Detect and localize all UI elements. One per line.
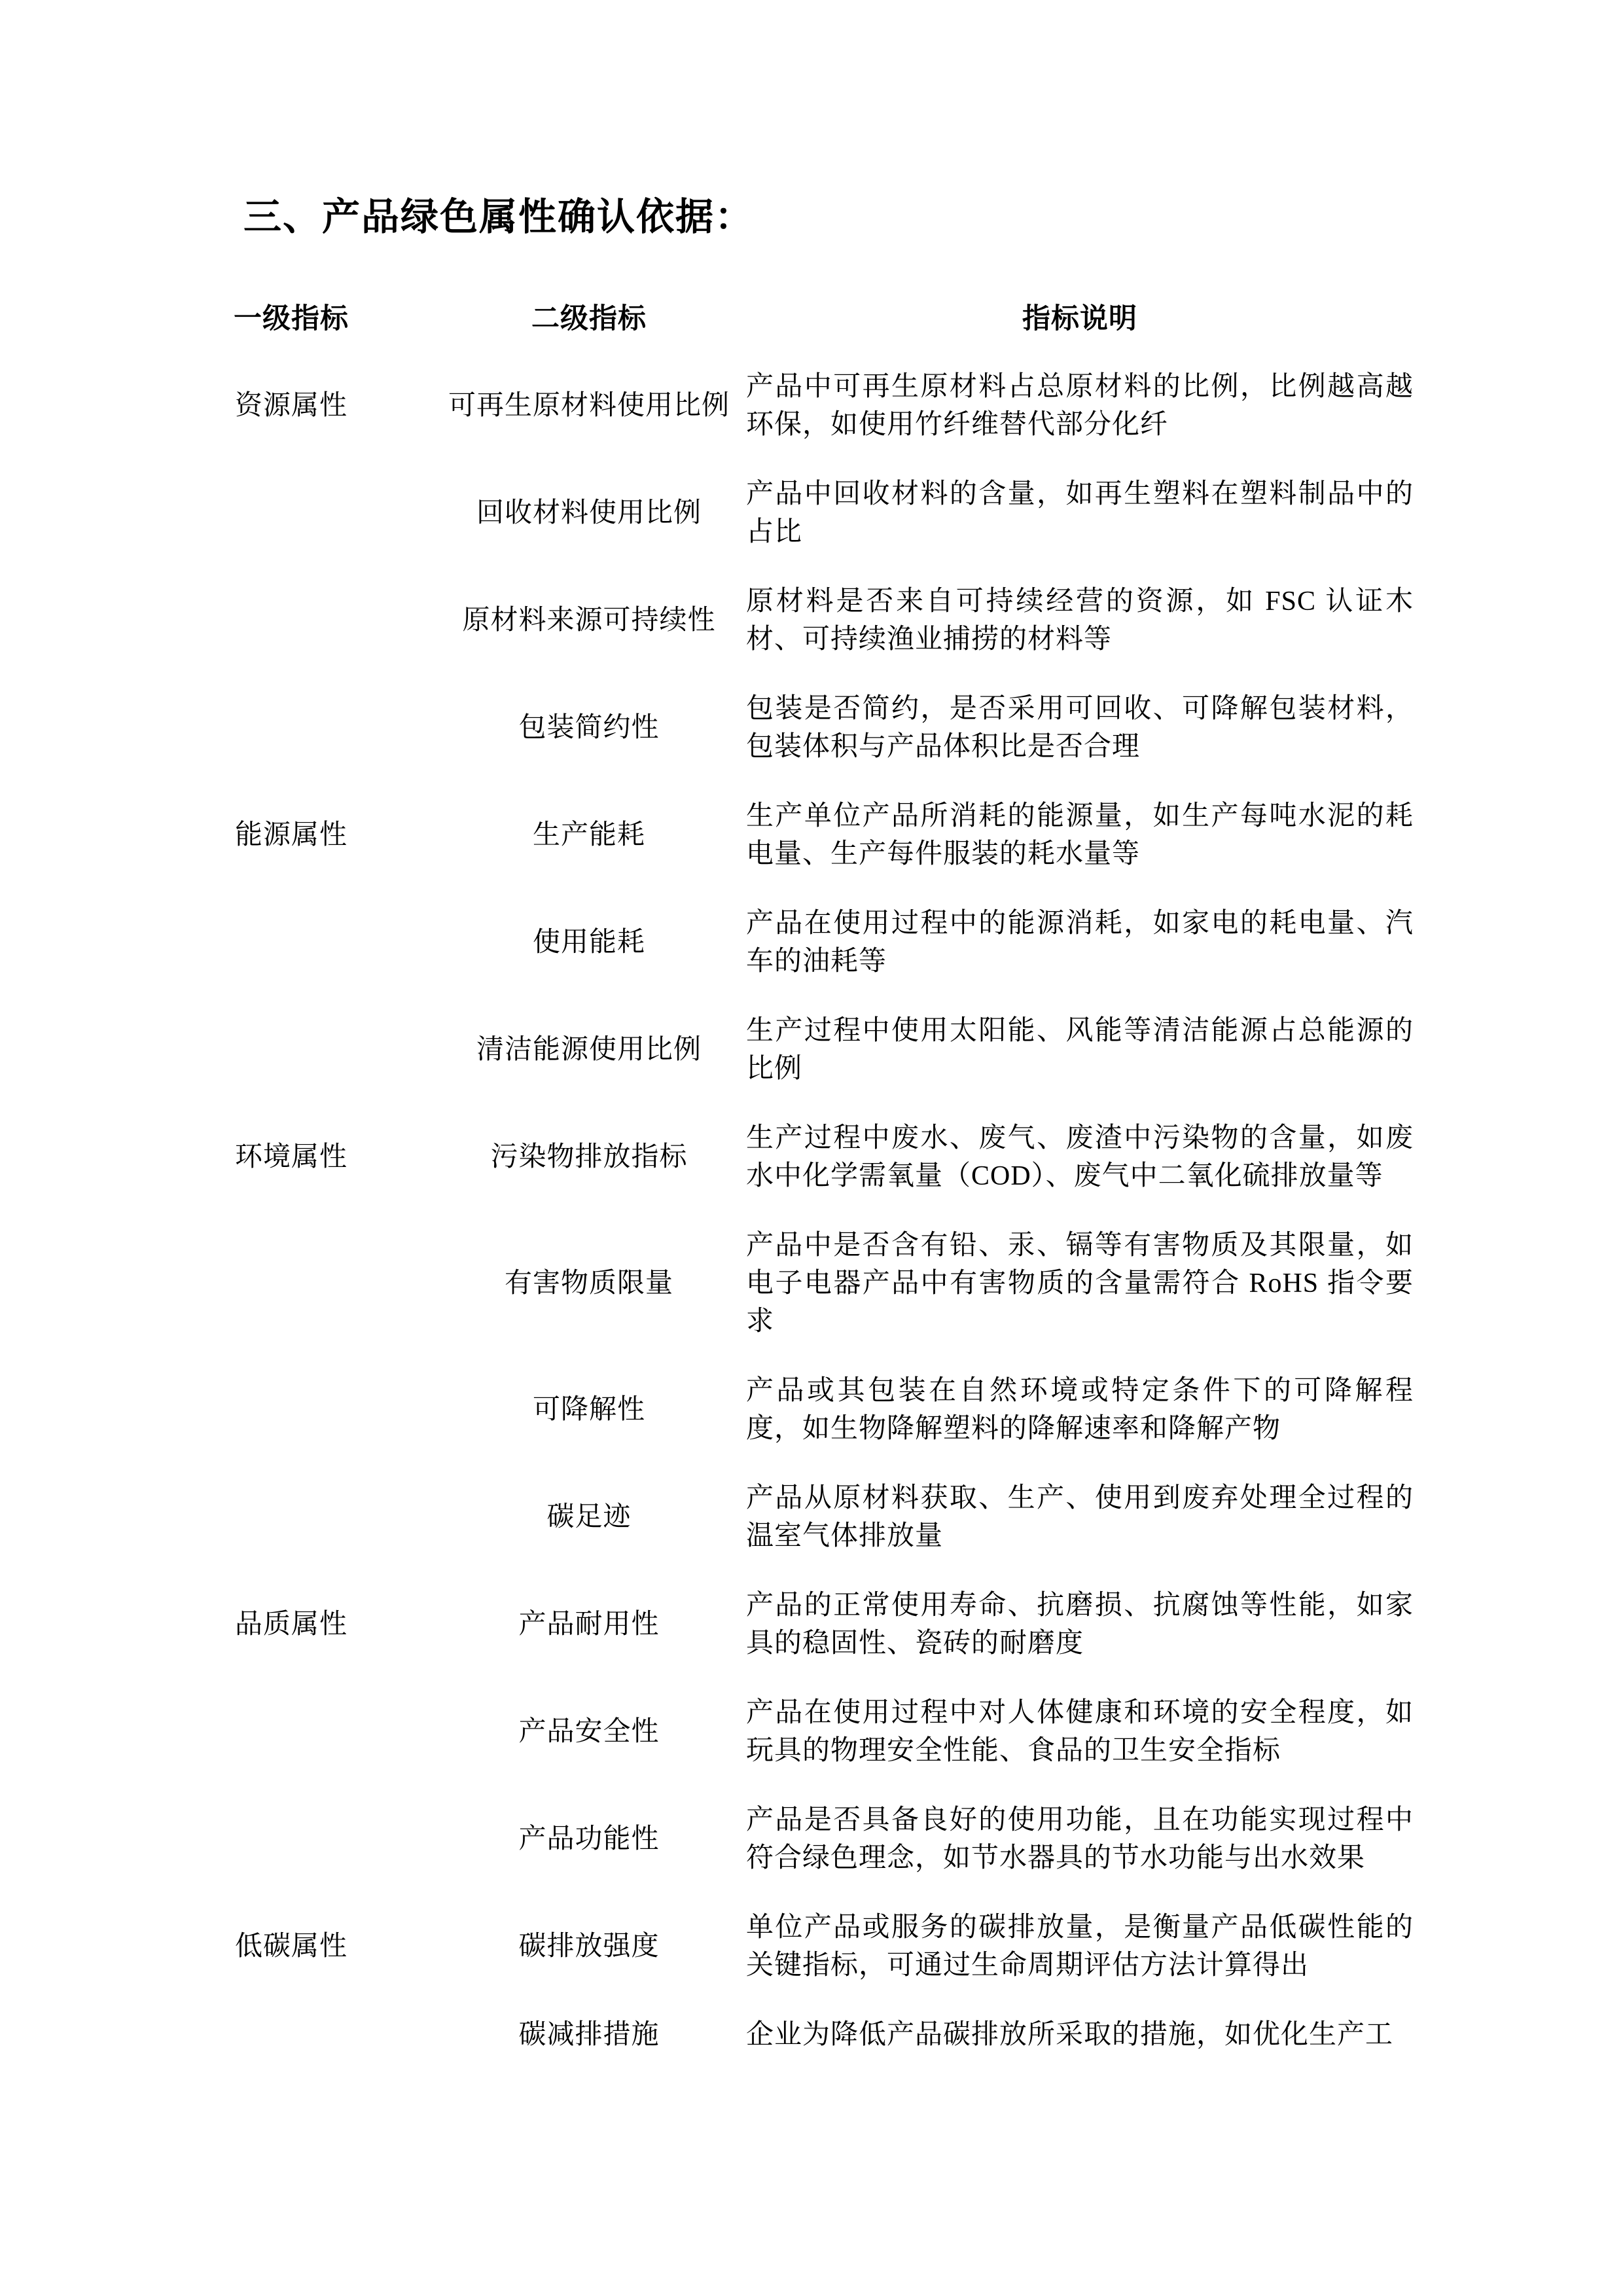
indicator-description: 产品的正常使用寿命、抗磨损、抗腐蚀等性能，如家具的稳固性、瓷砖的耐磨度 <box>746 1590 1414 1659</box>
indicator-description: 产品中是否含有铅、汞、镉等有害物质及其限量，如电子电器产品中有害物质的含量需符合 RoHS 指令要求 <box>746 1230 1414 1336</box>
column-header-level1: 一级指标 <box>234 304 349 334</box>
level2-indicator: 清洁能源使用比例 <box>476 1035 702 1065</box>
table-row <box>151 797 1623 873</box>
table-row <box>151 1119 1623 1195</box>
indicator-description: 生产单位产品所消耗的能源量，如生产每吨水泥的耗电量、生产每件服装的耗水量等 <box>746 801 1414 869</box>
level2-indicator: 碳排放强度 <box>518 1931 660 1962</box>
indicator-description: 生产过程中废水、废气、废渣中污染物的含量，如废水中化学需氧量（COD）、废气中二氧化硫排放量等 <box>746 1123 1414 1191</box>
indicator-description: 生产过程中使用太阳能、风能等清洁能源占总能源的比例 <box>746 1016 1414 1084</box>
page-title: 三、产品绿色属性确认依据： <box>243 196 755 238</box>
table-row <box>151 1479 1623 1555</box>
level2-indicator: 有害物质限量 <box>504 1268 673 1299</box>
indicator-description: 原材料是否来自可持续经营的资源，如 FSC 认证木材、可持续渔业捕捞的材料等 <box>746 586 1414 655</box>
table-row <box>151 1227 1623 1340</box>
table-row <box>151 1587 1623 1662</box>
level2-indicator: 原材料来源可持续性 <box>462 605 716 636</box>
table-row <box>151 583 1623 658</box>
level2-indicator: 产品安全性 <box>518 1717 660 1747</box>
indicator-description: 企业为降低产品碳排放所采取的措施，如优化生产工 <box>746 2020 1394 2050</box>
level2-indicator: 回收材料使用比例 <box>476 498 702 528</box>
indicator-description: 产品在使用过程中的能源消耗，如家电的耗电量、汽车的油耗等 <box>746 908 1414 977</box>
indicator-description: 产品或其包装在自然环境或特定条件下的可降解程度，如生物降解塑料的降解速率和降解产物 <box>746 1376 1414 1444</box>
level2-indicator: 使用能耗 <box>532 927 645 958</box>
level1-indicator: 品质属性 <box>234 1609 348 1640</box>
table-row <box>151 2016 1623 2054</box>
table-row <box>151 1694 1623 1770</box>
table-body <box>0 368 1623 2054</box>
level2-indicator: 碳足迹 <box>546 1502 632 1532</box>
level1-indicator: 低碳属性 <box>234 1931 348 1962</box>
table-row <box>151 905 1623 980</box>
indicator-description: 产品中回收材料的含量，如再生塑料在塑料制品中的占比 <box>746 479 1414 547</box>
indicator-description: 产品在使用过程中对人体健康和环境的安全程度，如玩具的物理安全性能、食品的卫生安全指标 <box>746 1698 1414 1766</box>
level2-indicator: 可再生原材料使用比例 <box>448 391 730 421</box>
level2-indicator: 碳减排措施 <box>518 2020 660 2050</box>
indicator-description: 单位产品或服务的碳排放量，是衡量产品低碳性能的关键指标，可通过生命周期评估方法计算得出 <box>746 1912 1414 1981</box>
level2-indicator: 可降解性 <box>532 1395 645 1425</box>
level1-indicator: 资源属性 <box>234 391 348 421</box>
indicator-description: 产品中可再生原材料占总原材料的比例，比例越高越环保，如使用竹纤维替代部分化纤 <box>746 372 1414 440</box>
level2-indicator: 产品功能性 <box>518 1824 660 1854</box>
indicator-description: 产品从原材料获取、生产、使用到废弃处理全过程的温室气体排放量 <box>746 1483 1414 1551</box>
table-row <box>151 368 1623 444</box>
level2-indicator: 产品耐用性 <box>518 1609 660 1640</box>
indicator-description: 产品是否具备良好的使用功能，且在功能实现过程中符合绿色理念，如节水器具的节水功能与出水效果 <box>746 1805 1414 1873</box>
column-header-level2: 二级指标 <box>531 304 647 334</box>
indicator-description: 包装是否简约，是否采用可回收、可降解包装材料，包装体积与产品体积比是否合理 <box>746 694 1414 762</box>
level1-indicator: 能源属性 <box>234 820 348 850</box>
table-row <box>151 690 1623 766</box>
table-row <box>151 1012 1623 1088</box>
level2-indicator: 包装简约性 <box>518 713 660 743</box>
table-header-row <box>151 301 1623 338</box>
column-header-description: 指标说明 <box>1022 304 1137 334</box>
table-row <box>151 475 1623 551</box>
table-row <box>151 1372 1623 1448</box>
level2-indicator: 生产能耗 <box>532 820 645 850</box>
level1-indicator: 环境属性 <box>234 1142 348 1172</box>
table-row <box>151 1801 1623 1877</box>
level2-indicator: 污染物排放指标 <box>490 1142 688 1172</box>
table-row <box>151 1909 1623 1984</box>
